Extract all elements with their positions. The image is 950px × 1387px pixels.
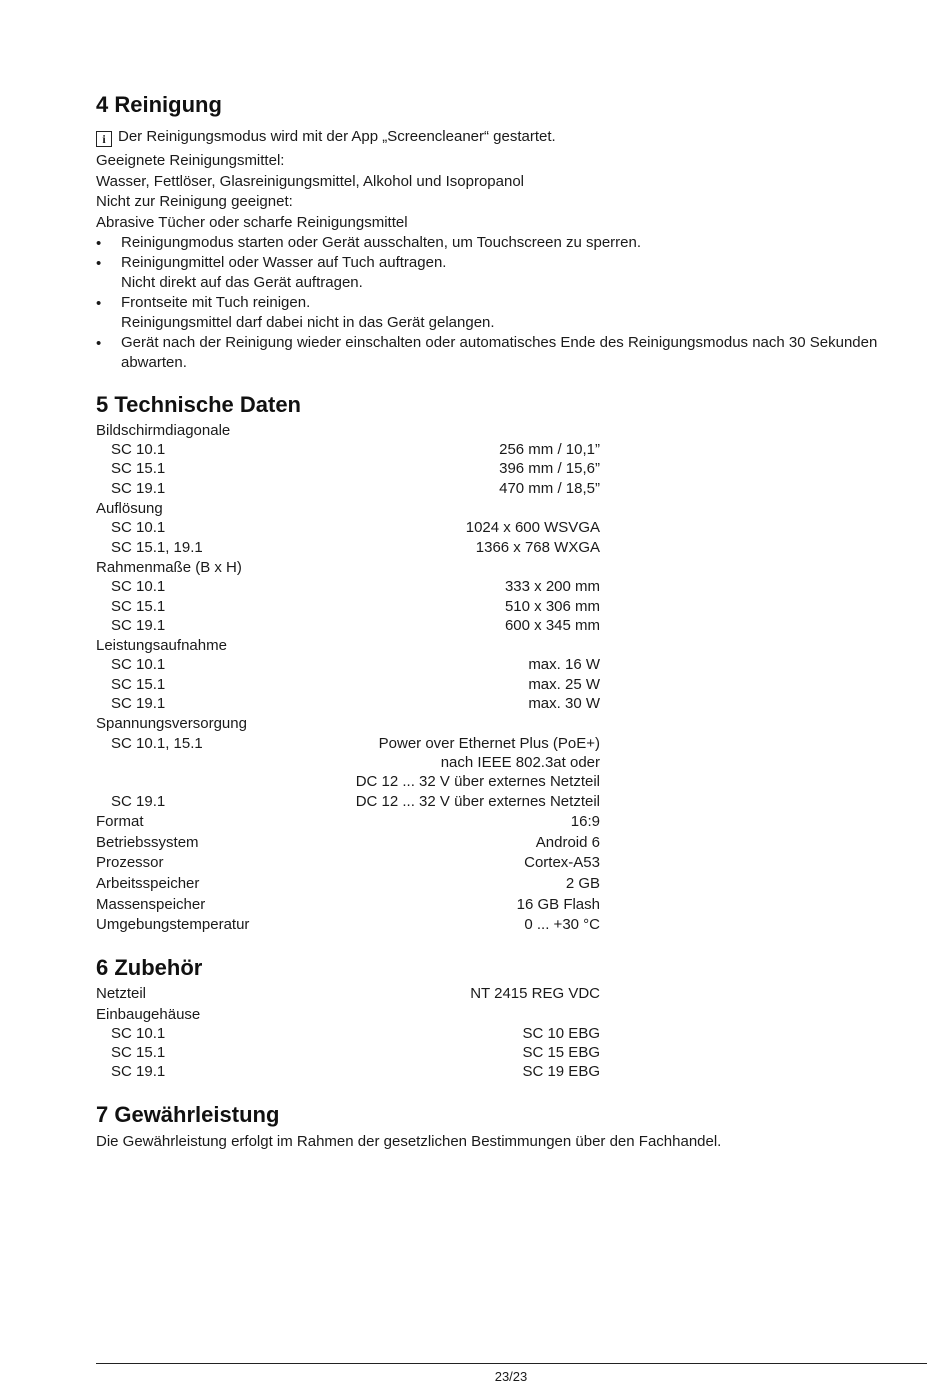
- list-item: Gerät nach der Reinigung wieder einschalten oder automatisches Ende des Reinigungsmodus nach 30 Sekunden abwarten.: [121, 334, 878, 371]
- row-value: SC 15 EBG: [522, 1044, 600, 1061]
- row-label: SC 15.1: [111, 1044, 166, 1061]
- row-label: Netzteil: [96, 985, 147, 1002]
- table-row: [96, 833, 600, 853]
- row-label: SC 15.1: [111, 676, 166, 693]
- table-row: [96, 597, 600, 617]
- info-note-text: Der Reinigungsmodus wird mit der App „Screencleaner“ gestartet.: [118, 128, 556, 145]
- row-label: SC 10.1, 15.1: [111, 735, 203, 752]
- table-row: [96, 518, 600, 538]
- row-label: Rahmenmaße (B x H): [96, 559, 242, 576]
- table-row: [96, 874, 600, 894]
- list-item: Reinigungmittel oder Wasser auf Tuch auftragen. Nicht direkt auf das Gerät auftragen.: [121, 254, 447, 291]
- table-row: [96, 616, 600, 636]
- section-title-gewaehrleistung: 7 Gewährleistung: [96, 1102, 280, 1127]
- list-item: Frontseite mit Tuch reinigen. Reinigungsmittel darf dabei nicht in das Gerät gelangen.: [121, 294, 495, 331]
- table-row: [96, 915, 600, 935]
- table-row: [96, 421, 600, 441]
- row-value: SC 19 EBG: [522, 1063, 600, 1080]
- table-row: [96, 459, 600, 479]
- table-row: [96, 479, 600, 499]
- row-value: NT 2415 REG VDC: [470, 985, 600, 1002]
- table-row: [96, 753, 600, 773]
- unsuitable-items: Abrasive Tücher oder scharfe Reinigungsmittel: [96, 214, 408, 231]
- table-row: [96, 538, 600, 558]
- row-label: Auflösung: [96, 500, 163, 517]
- row-value: DC 12 ... 32 V über externes Netzteil: [355, 773, 600, 790]
- row-label: SC 15.1: [111, 460, 166, 477]
- table-row: [96, 772, 600, 792]
- row-label: Prozessor: [96, 854, 164, 871]
- row-value: 510 x 306 mm: [504, 598, 600, 615]
- row-label: SC 15.1: [111, 598, 166, 615]
- row-label: SC 19.1: [111, 617, 166, 634]
- row-value: 0 ... +30 °C: [524, 916, 600, 933]
- bullet-marker: •: [96, 295, 102, 312]
- row-label: Einbaugehäuse: [96, 1006, 201, 1023]
- row-label: Arbeitsspeicher: [96, 875, 200, 892]
- table-row: [96, 675, 600, 695]
- bullet-marker: •: [96, 335, 102, 352]
- list-item: Reinigungmodus starten oder Gerät ausschalten, um Touchscreen zu sperren.: [121, 234, 642, 251]
- row-value: 1366 x 768 WXGA: [475, 539, 600, 556]
- row-label: SC 10.1: [111, 441, 166, 458]
- table-row: [96, 655, 600, 675]
- table-row: [96, 440, 600, 460]
- suitable-items: Wasser, Fettlöser, Glasreinigungsmittel, Alkohol und Isopropanol: [96, 173, 524, 190]
- table-row: [96, 558, 600, 578]
- table-row: [96, 792, 600, 812]
- row-label: SC 19.1: [111, 695, 166, 712]
- row-value: 2 GB: [565, 875, 600, 892]
- row-value: max. 16 W: [528, 656, 600, 673]
- footer-rule: [96, 1363, 927, 1364]
- row-label: SC 10.1: [111, 578, 166, 595]
- section-title-technische-daten: 5 Technische Daten: [96, 392, 301, 417]
- table-row: [96, 1005, 600, 1025]
- table-row: [96, 1062, 600, 1082]
- row-label: SC 10.1: [111, 1025, 166, 1042]
- table-row: [96, 499, 600, 519]
- table-row: [96, 577, 600, 597]
- suitable-label: Geeignete Reinigungsmittel:: [96, 152, 285, 169]
- row-value: 256 mm / 10,1”: [499, 441, 600, 458]
- table-row: [96, 984, 600, 1004]
- table-row: [96, 812, 600, 832]
- row-label: SC 19.1: [111, 793, 166, 810]
- row-label: SC 10.1: [111, 656, 166, 673]
- warranty-text: Die Gewährleistung erfolgt im Rahmen der gesetzlichen Bestimmungen über den Fachhandel.: [96, 1133, 722, 1150]
- page-number: 23/23: [494, 1369, 528, 1384]
- row-value: nach IEEE 802.3at oder: [440, 754, 600, 771]
- section-title-reinigung: 4 Reinigung: [96, 92, 222, 117]
- row-value: Power over Ethernet Plus (PoE+): [378, 735, 600, 752]
- row-label: Format: [96, 813, 144, 830]
- table-row: [96, 1024, 600, 1044]
- section-title-zubehoer: 6 Zubehör: [96, 955, 203, 980]
- row-value: 333 x 200 mm: [504, 578, 600, 595]
- row-label: SC 19.1: [111, 1063, 166, 1080]
- row-label: Umgebungstemperatur: [96, 916, 250, 933]
- row-label: Betriebssystem: [96, 834, 199, 851]
- row-value: SC 10 EBG: [522, 1025, 600, 1042]
- row-value: 1024 x 600 WSVGA: [465, 519, 600, 536]
- row-label: Massenspeicher: [96, 896, 206, 913]
- table-row: [96, 895, 600, 915]
- row-value: 16 GB Flash: [516, 896, 600, 913]
- row-value: Android 6: [535, 834, 600, 851]
- row-label: SC 19.1: [111, 480, 166, 497]
- table-row: [96, 636, 600, 656]
- row-label: SC 10.1: [111, 519, 166, 536]
- table-row: [96, 1043, 600, 1063]
- bullet-marker: •: [96, 255, 102, 272]
- table-row: [96, 734, 600, 754]
- row-value: Cortex-A53: [524, 854, 600, 871]
- row-label: Spannungsversorgung: [96, 715, 247, 732]
- row-label: SC 15.1, 19.1: [111, 539, 203, 556]
- table-row: [96, 714, 600, 734]
- row-label: Bildschirmdiagonale: [96, 422, 231, 439]
- table-row: [96, 694, 600, 714]
- info-note: [96, 127, 556, 147]
- row-value: max. 30 W: [528, 695, 600, 712]
- row-value: 396 mm / 15,6”: [499, 460, 600, 477]
- row-value: 600 x 345 mm: [504, 617, 600, 634]
- row-value: 16:9: [570, 813, 600, 830]
- info-icon: i: [96, 131, 112, 147]
- table-row: [96, 853, 600, 873]
- row-value: max. 25 W: [528, 676, 600, 693]
- row-value: 470 mm / 18,5”: [499, 480, 600, 497]
- row-value: DC 12 ... 32 V über externes Netzteil: [355, 793, 600, 810]
- unsuitable-label: Nicht zur Reinigung geeignet:: [96, 193, 293, 210]
- bullet-marker: •: [96, 235, 102, 252]
- row-label: Leistungsaufnahme: [96, 637, 227, 654]
